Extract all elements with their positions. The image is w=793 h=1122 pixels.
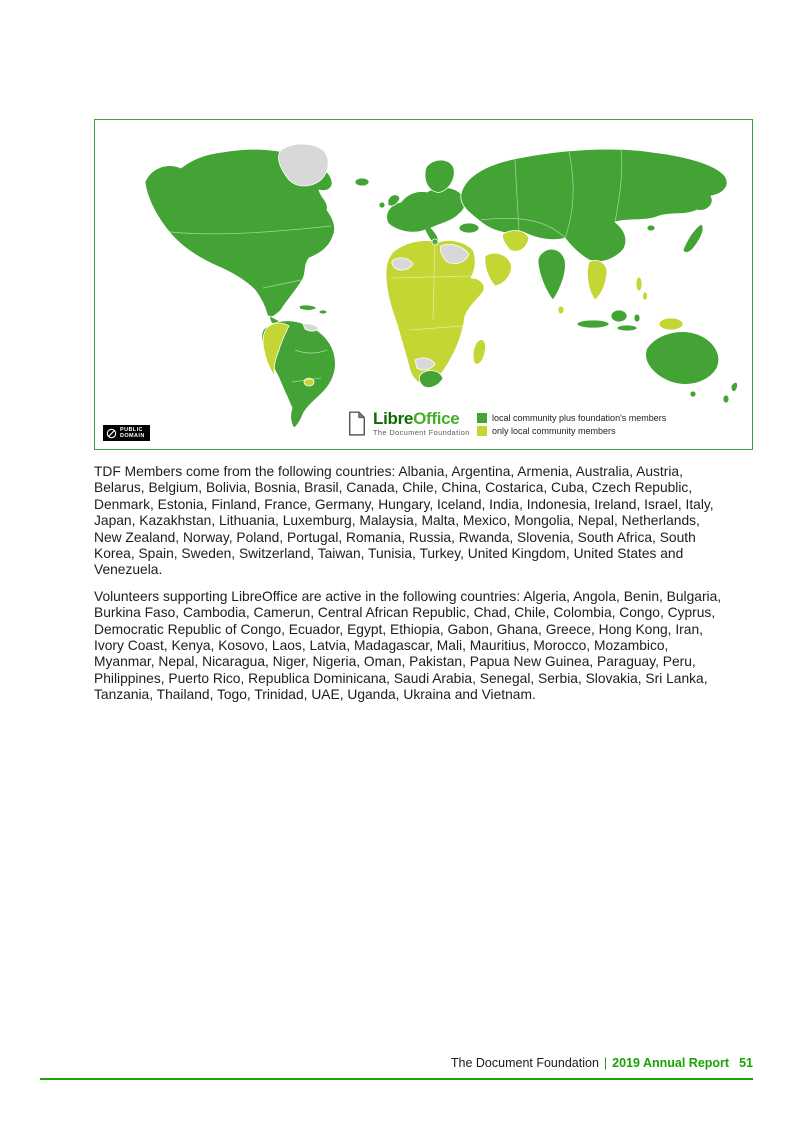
public-domain-icon <box>106 428 117 439</box>
iran-region <box>502 231 529 252</box>
cuba <box>299 305 317 310</box>
madagascar <box>473 340 486 365</box>
footer-rule <box>40 1078 753 1080</box>
legend-label-member: local community plus foundation's members <box>492 413 667 423</box>
public-domain-badge <box>103 425 150 441</box>
logo-subtitle: The Document Foundation <box>373 428 470 437</box>
public-domain-line2: DOMAIN <box>120 433 145 439</box>
sulawesi <box>634 314 640 322</box>
legend-label-community: only local community members <box>492 426 616 436</box>
sri-lanka <box>558 306 564 314</box>
japan <box>683 224 703 253</box>
legend-item-community <box>477 426 666 436</box>
libreoffice-logo <box>347 410 470 437</box>
philippines-south <box>643 292 648 300</box>
philippines-north <box>636 277 642 291</box>
new-zealand-north <box>731 382 738 391</box>
body-text <box>94 464 728 714</box>
footer-page-number: 51 <box>739 1056 753 1070</box>
logo-wordmark <box>373 410 470 437</box>
legend-swatch-community <box>477 426 487 436</box>
logo-name-libre: Libre <box>373 409 414 428</box>
logo-name <box>373 410 470 427</box>
india <box>538 249 565 300</box>
map-legend <box>477 413 666 436</box>
legend-swatch-member <box>477 413 487 423</box>
public-domain-line1: PUBLIC <box>120 427 143 433</box>
ireland <box>379 202 385 208</box>
paragraph-volunteers: Volunteers supporting LibreOffice are active in the following countries: Algeria, Angola, Benin, Bulgaria, Burkina Faso, Cambodia, Camerun, Central African Republic, Chad, Chile, Colombia, Congo, Cyprus, Democratic Republic of Congo, Ecuador, Egypt, Ethiopia, Gabon, Ghana, Greece, Hong Kong, Iran, Ivory Coast, Kenya, Kosovo, Laos, Latvia, Madagascar, Mali, Mauritius, Morocco, Mozambico, Myanmar, Nepal, Nicaragua, Niger, Nigeria, Oman, Pakistan, Papua New Guinea, Paraguay, Peru, Philippines, Puerto Rico, Republica Dominicana, Saudi Arabia, Senegal, Serbia, Slovakia, Sri Lanka, Tanzania, Thailand, Togo, Trinidad, UAE, Uganda, Ukraina and Vietnam. <box>94 588 722 703</box>
new-zealand-south <box>723 395 729 403</box>
korea <box>647 225 655 231</box>
paragraph-tdf-members: TDF Members come from the following countries: Albania, Argentina, Armenia, Australia, Austria, Belarus, Belgium, Bolivia, Bosnia, Brasil, Canada, Chile, China, Costarica, Cuba, Czech Republic, Denmark, Estonia, Finland, France, Germany, Hungary, Iceland, India, Indonesia, Ireland, Israel, Italy, Japan, Kazakhstan, Lithuania, Luxemburg, Malaysia, Malta, Mexico, Mongolia, Nepal, Netherlands, New Zealand, Norway, Poland, Portugal, Romania, Russia, Rwanda, Slovenia, South Africa, South Korea, Spain, Sweden, Switzerland, Taiwan, Tunisia, Turkey, United Kingdom, United States and Venezuela. <box>94 464 714 578</box>
logo-name-office: Office <box>413 409 460 428</box>
footer-report-title: 2019 Annual Report <box>612 1056 730 1070</box>
tasmania <box>690 391 696 397</box>
iceland <box>355 178 369 186</box>
footer-separator: | <box>603 1056 608 1070</box>
footer-org: The Document Foundation <box>450 1056 599 1070</box>
world-map-figure <box>94 119 753 450</box>
australia <box>646 332 719 385</box>
indochina <box>587 260 607 300</box>
hispaniola <box>319 310 327 314</box>
sumatra <box>577 320 609 328</box>
document-icon <box>347 411 367 437</box>
legend-item-member <box>477 413 666 423</box>
turkey <box>459 223 479 233</box>
page-footer <box>451 1056 753 1070</box>
south-africa <box>419 371 443 388</box>
borneo <box>611 310 627 322</box>
scandinavia <box>425 160 454 192</box>
public-domain-label <box>120 427 145 439</box>
world-map <box>95 120 752 449</box>
new-guinea <box>659 318 683 330</box>
arabian-peninsula <box>485 253 511 286</box>
java <box>617 325 637 331</box>
